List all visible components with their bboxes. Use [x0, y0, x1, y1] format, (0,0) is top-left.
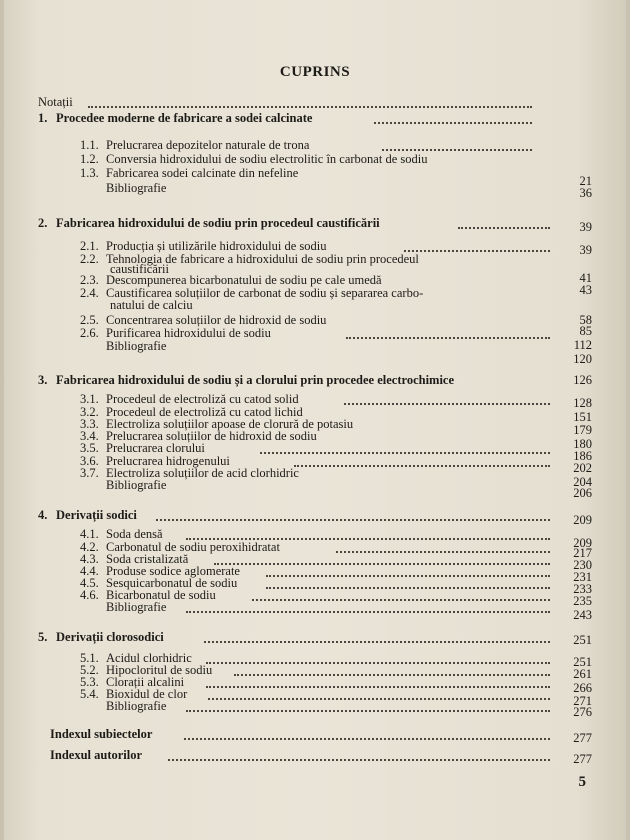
leader-dots	[168, 758, 550, 761]
toc-item: 2.2. Tehnologia de fabricare a hidroxidului de sodiu prin procedeul	[80, 252, 419, 266]
toc-item: 3.1. Procedeul de electroliză cu catod solid 128	[80, 392, 592, 410]
page-ref: 112	[573, 338, 592, 352]
page-ref: 243	[573, 608, 592, 622]
toc-item	[4, 352, 626, 368]
toc-chapter-4: 4. Derivații sodici 209	[38, 508, 592, 527]
leader-dots	[204, 640, 550, 643]
leader-dots	[374, 121, 532, 124]
page-ref: 126	[573, 373, 592, 387]
toc-item: 1.3. Fabricarea sodei calcinate din nefeline 21	[80, 166, 592, 188]
toc-item: 3.4. Prelucrarea soluțiilor de hidroxid de sodiu 180	[80, 429, 592, 451]
toc-item: 4.3. Soda cristalizată 230	[80, 552, 592, 572]
toc-item: 2.1. Producția și utilizările hidroxidului de sodiu 39	[80, 239, 592, 257]
page-ref: 39	[579, 220, 592, 234]
page-ref: 21	[579, 174, 592, 188]
page-number-row	[4, 774, 626, 790]
page-ref: 235	[573, 594, 592, 608]
toc-item: 1.2. Conversia hidroxidului de sodiu electrolitic în carbonat de sodiu	[80, 152, 428, 166]
page-ref: 120	[573, 352, 592, 366]
page-ref: 251	[573, 655, 592, 669]
toc-chapter-1: 1. Procedee moderne de fabricare a sodei calcinate	[4, 110, 626, 126]
page-ref: 230	[573, 558, 592, 572]
toc-item: Bibliografie 36	[106, 181, 592, 200]
toc-item: 2.4. Caustificarea soluțiilor de carbonat de sodiu și separarea carbo- 43	[80, 283, 592, 300]
page-ref: 266	[573, 681, 592, 695]
toc-item: 5.3. Clorații alcalini 266	[80, 675, 592, 695]
toc-chapter-3: 3. Fabricarea hidroxidului de sodiu și a clorului prin procedee electrochimice 126	[38, 373, 592, 387]
leader-dots	[186, 610, 550, 613]
toc-item: 3.7. Electroliza soluțiilor de acid clorhidric 204	[80, 466, 592, 489]
toc-item: 3.3. Electroliza soluțiilor apoase de clorură de potasiu 179	[80, 417, 592, 437]
toc-item-continuation: natului de calciu	[110, 298, 193, 312]
page-ref: 128	[573, 396, 592, 410]
page-ref: 277	[573, 752, 592, 766]
page-ref: 36	[579, 186, 592, 200]
toc-item: 4.1. Soda densă 209	[80, 527, 592, 550]
toc-item: 4.4. Produse sodice aglomerate 231	[80, 564, 592, 584]
toc-item: 5.2. Hipocloritul de sodiu 261	[80, 663, 592, 681]
page-ref: 209	[573, 536, 592, 550]
toc-item: 3.6. Prelucrarea hidrogenului 202	[80, 454, 592, 475]
document-page	[4, 0, 626, 840]
page-ref: 58	[579, 313, 592, 327]
page-ref: 233	[573, 582, 592, 596]
page-ref: 43	[579, 283, 592, 297]
page-ref: 217	[573, 546, 592, 560]
toc-notations	[4, 94, 626, 110]
page-ref: 251	[573, 633, 592, 647]
toc-item: Bibliografie 206	[106, 478, 592, 500]
toc-item: 2.3. Descompunerea bicarbonatului de sodiu pe cale umedă 41	[80, 271, 592, 287]
toc-item: 4.5. Sesquicarbonatul de sodiu 233	[80, 576, 592, 596]
page-ref: 261	[573, 667, 592, 681]
page-ref: 202	[573, 461, 592, 475]
toc-item: 4.6. Bicarbonatul de sodiu 235	[80, 588, 592, 608]
page-ref: 276	[573, 705, 592, 719]
page-ref: 180	[573, 437, 592, 451]
leader-dots	[458, 226, 550, 229]
page-ref: 209	[573, 513, 592, 527]
toc-chapter-2: 2. Fabricarea hidroxidului de sodiu prin procedeul caustificării 39	[38, 216, 592, 234]
page-number: 5	[578, 774, 586, 790]
page-ref: 39	[579, 243, 592, 257]
page-ref: 41	[579, 271, 592, 285]
toc-item: 3.2. Procedeul de electroliză cu catod lichid 151	[80, 405, 592, 424]
page-ref: 271	[573, 694, 592, 708]
toc-item: Bibliografie 243	[106, 600, 592, 622]
toc-item: 5.1. Acidul clorhidric 251	[80, 651, 592, 669]
leader-dots	[186, 709, 550, 712]
leader-dots	[88, 105, 532, 108]
page-ref: 179	[573, 423, 592, 437]
toc-item: Bibliografie 112	[106, 338, 592, 353]
leader-dots	[184, 737, 550, 740]
toc-item: 5.4. Bioxidul de clor 271	[80, 687, 592, 708]
toc-label: Procedee moderne de fabricare a sodei calcinate	[56, 111, 313, 125]
leader-dots	[156, 518, 550, 521]
page-ref: 204	[573, 475, 592, 489]
toc-label: Notații	[38, 95, 73, 109]
toc-item-continuation: caustificării	[110, 262, 169, 276]
toc-index-authors: Indexul autorilor 277	[50, 748, 592, 766]
toc-item: Bibliografie 276	[106, 699, 592, 719]
page-ref: 151	[573, 410, 592, 424]
toc-item: 2.5. Concentrarea soluțiilor de hidroxid de sodiu 58	[80, 313, 592, 327]
page-ref: 231	[573, 570, 592, 584]
toc-item: 2.6. Purificarea hidroxidului de sodiu 85	[80, 324, 592, 340]
toc-chapter-5: 5. Derivații clorosodici 251	[38, 630, 592, 647]
page-ref: 186	[573, 449, 592, 463]
toc-item: 1.1. Prelucrarea depozitelor naturale de trona	[4, 137, 626, 153]
toc-item: 3.5. Prelucrarea clorului 186	[80, 441, 592, 463]
toc-index-subjects: Indexul subiectelor 277	[50, 727, 592, 745]
page-ref: 206	[573, 486, 592, 500]
page-ref: 277	[573, 731, 592, 745]
page-ref: 85	[579, 324, 592, 338]
toc-item: 4.2. Carbonatul de sodiu peroxihidratat 217	[80, 540, 592, 560]
toc-title: CUPRINS	[279, 64, 351, 80]
